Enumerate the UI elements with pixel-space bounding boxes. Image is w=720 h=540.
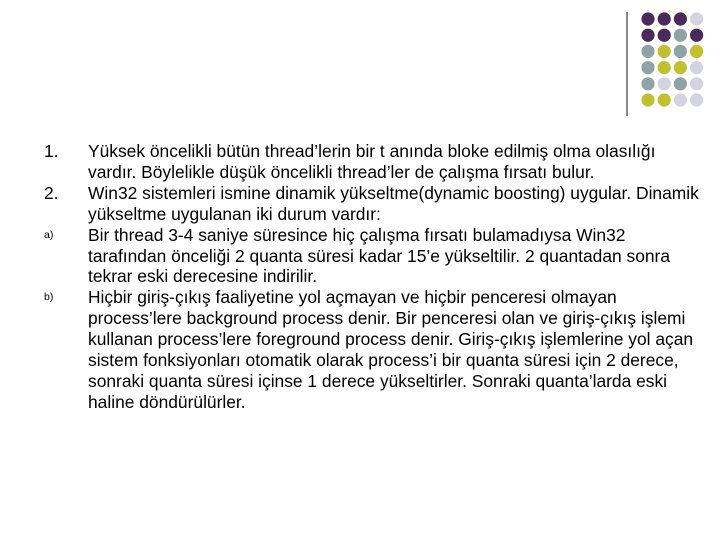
- list-item: [30, 183, 700, 225]
- decorative-dot: [658, 93, 671, 106]
- decorative-dot: [641, 29, 654, 42]
- list-item-text: Hiçbir giriş-çıkış faaliyetine yol açmayan ve hiçbir penceresi olmayan process’lere background process denir. Bir penceresi olan ve giriş-çıkış işlemi kullanan process’lere foreground process denir. Giriş-çıkış işlemlerine yol açan sistem fonksiyonları otomatik olarak process’i bir quanta süresi için 2 derece, sonraki quanta süresi içinse 1 derece yükseltirler. Sonraki quanta’larda eski haline döndürülürler.: [88, 287, 694, 412]
- decorative-dot: [690, 29, 703, 42]
- decorative-dot: [658, 29, 671, 42]
- decorative-dot: [690, 45, 703, 58]
- list-marker: a): [44, 228, 54, 241]
- decorative-dot: [658, 61, 671, 74]
- list-marker: 2.: [44, 182, 59, 203]
- decorative-dot: [690, 61, 703, 74]
- decorative-dot: [641, 61, 654, 74]
- list-item: [30, 287, 700, 412]
- decorative-dot: [658, 77, 671, 90]
- list-item: [30, 225, 700, 288]
- decorative-dot: [690, 93, 703, 106]
- decorative-dot: [641, 45, 654, 58]
- decorative-dot: [641, 93, 654, 106]
- list-item: [30, 141, 700, 183]
- list-marker: b): [44, 291, 54, 304]
- list-item-text: Win32 sistemleri ismine dinamik yükseltme(dynamic boosting) uygular. Dinamik yükseltme uygulanan iki durum vardır:: [88, 182, 699, 224]
- list-item-text: Bir thread 3-4 saniye süresince hiç çalışma fırsatı bulamadıysa Win32 tarafından önceliği 2 quanta süresi kadar 15’e yükseltilir. 2 quantadan sonra tekrar eski derecesine indirilir.: [88, 224, 670, 287]
- list-item-text: Yüksek öncelikli bütün thread’lerin bir t anında bloke edilmiş olma olasılığı vardır. Böylelikle düşük öncelikli thread’ler de çalışma fırsatı bulur.: [88, 141, 656, 182]
- decorative-dot: [674, 12, 687, 25]
- decorative-dot: [674, 77, 687, 90]
- content-list: [30, 141, 700, 413]
- decorative-dot: [641, 77, 654, 90]
- decorative-dot: [674, 45, 687, 58]
- decorative-dot: [658, 45, 671, 58]
- decorative-dot: [674, 29, 687, 42]
- decorative-dot: [674, 61, 687, 74]
- decorative-dot: [658, 12, 671, 25]
- decorative-dot: [674, 93, 687, 106]
- decorative-dot: [690, 77, 703, 90]
- decorative-dot: [641, 12, 654, 25]
- list-marker: 1.: [44, 141, 59, 161]
- decorative-dot: [690, 12, 703, 25]
